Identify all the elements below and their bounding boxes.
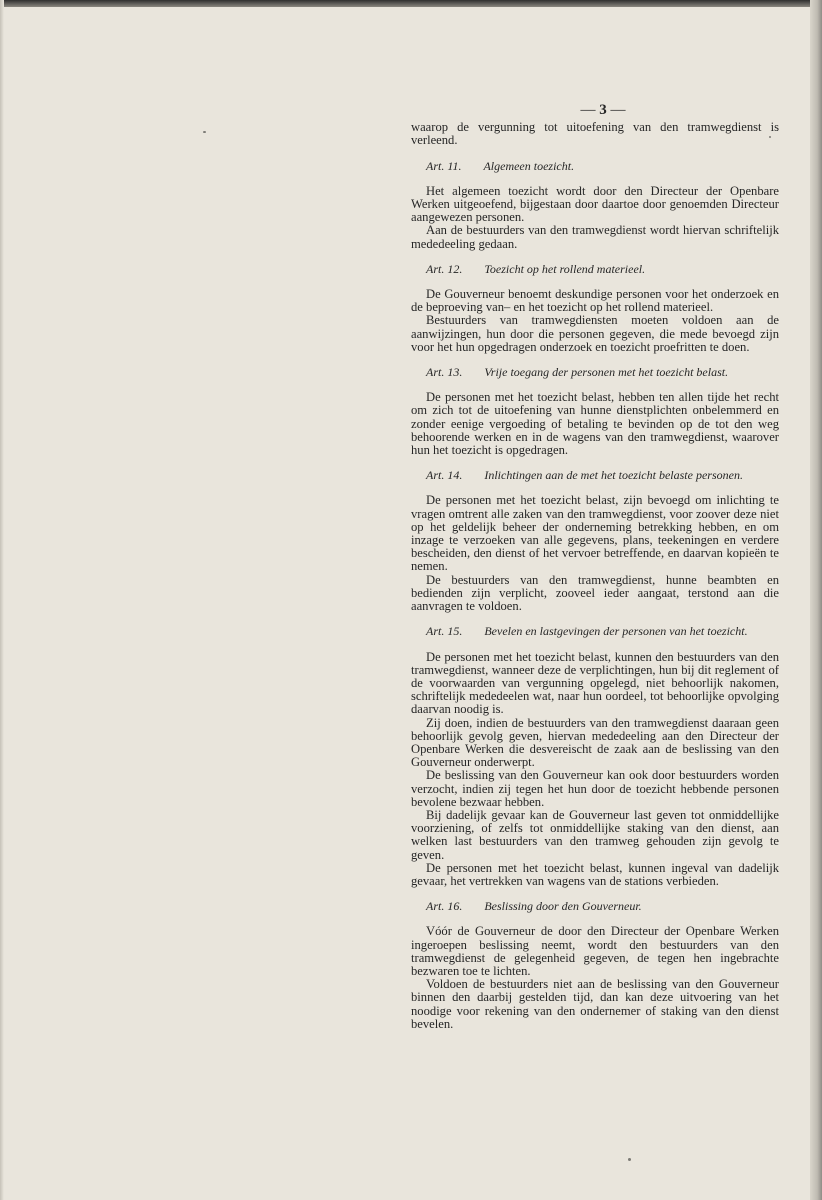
article-paragraph: Vóór de Gouverneur de door den Directeur der Openbare Werken ingeroepen beslissing neemt, wordt den bestuurders van den tramwegdienst de gelegenheid gegeven, de tegen hen ingebrachte bezwaren toe te lichten. — [411, 924, 779, 978]
article-heading — [411, 160, 779, 173]
article-title: Beslissing door den Gouverneur. — [484, 899, 642, 914]
scan-right-edge — [810, 0, 822, 1200]
article-paragraph: De beslissing van den Gouverneur kan ook door bestuurders worden verzocht, indien zij tegen het hun door de toezicht hebbende personen bevolene bezwaar hebben. — [411, 768, 779, 809]
article-paragraph: Aan de bestuurders van den tramwegdienst wordt hiervan schriftelijk mededeeling gedaan. — [411, 223, 779, 251]
scan-top-edge — [0, 0, 822, 7]
article-heading — [411, 900, 779, 913]
article-paragraph: Bij dadelijk gevaar kan de Gouverneur last geven tot onmiddellijke voorziening, of zelfs tot onmiddellijke staking van den dienst, aan welken last bestuurders van den tramweg gehouden zijn gevolg te geven. — [411, 807, 779, 862]
article-number: Art. 14. — [426, 468, 463, 483]
article-title: Bevelen en lastgevingen der personen van het toezicht. — [484, 624, 748, 639]
document-text-column — [411, 104, 779, 1031]
speck-mark — [628, 1158, 631, 1161]
page-number: — 3 — — [411, 104, 779, 117]
article-title: Algemeen toezicht. — [483, 158, 575, 173]
article-heading — [411, 263, 779, 276]
article-paragraph: De personen met het toezicht belast, kunnen ingeval van dadelijk gevaar, het vertrekken van wagens van de stations verbieden. — [411, 860, 779, 888]
article-number: Art. 12. — [426, 261, 463, 276]
article-number: Art. 15. — [426, 624, 463, 639]
article-number: Art. 11. — [426, 158, 462, 173]
article-title: Toezicht op het rollend materieel. — [484, 261, 646, 276]
article-heading — [411, 469, 779, 482]
speck-mark — [203, 131, 206, 133]
article-title: Vrije toegang der personen met het toezicht belast. — [484, 365, 729, 380]
article-paragraph: Voldoen de bestuurders niet aan de beslissing van den Gouverneur binnen den daarbij gestelden tijd, dan kan deze uitvoering van het noodige voor rekening van den ondernemer of staking van den dienst bevelen. — [411, 977, 779, 1031]
opening-paragraph: waarop de vergunning tot uitoefening van den tramwegdienst is verleend. — [411, 120, 779, 148]
article-paragraph: De bestuurders van den tramwegdienst, hunne beambten en bedienden zijn verplicht, zooveel ieder aangaat, terstond aan die aanvragen te voldoen. — [411, 572, 779, 614]
scan-left-edge — [0, 0, 4, 1200]
article-paragraph: De personen met het toezicht belast, kunnen den bestuurders van den tramwegdienst, wanneer deze de verplichtingen, hun bij dit reglement of de voorwaarden van vergunning opgelegd, niet behoorlijk nakomen, schriftelijk mededeelen wat, naar hun oordeel, tot behoorlijke opvolging daarvan noodig is. — [411, 649, 779, 717]
article-paragraph: De personen met het toezicht belast, hebben ten allen tijde het recht om zich tot de uitoefening van hunne dienstplichten onbelemmerd en zonder eenige vergoeding of betaling te bevinden op de tot den weg behoorende werken en in de wagens van den tramwegdienst, waarover hun het toezicht is opgedragen. — [411, 390, 779, 458]
article-paragraph: Zij doen, indien de bestuurders van den tramwegdienst daaraan geen behoorlijk gevolg geven, hiervan mededeeling aan den Directeur der Openbare Werken die desvereischt de zaak aan de beslissing van den Gouverneur onderwerpt. — [411, 715, 779, 770]
article-paragraph: De Gouverneur benoemt deskundige personen voor het onderzoek en de beproeving van– en het toezicht op het rollend materieel. — [411, 287, 779, 315]
article-number: Art. 13. — [426, 365, 463, 380]
article-paragraph: Bestuurders van tramwegdiensten moeten voldoen aan de aanwijzingen, hun door die personen gegeven, die mede bevoegd zijn voor het hun opgedragen onderzoek en toezicht proefritten te doen. — [411, 313, 779, 354]
article-paragraph: De personen met het toezicht belast, zijn bevoegd om inlichting te vragen omtrent alle zaken van den tramwegdienst, voor zoover deze niet op het geldelijk beheer der onderneming betrekking hebben, en om inzage te verzoeken van alle gegevens, plans, teekeningen en verdere bescheiden, den dienst of het vervoer betreffende, en daarvan kopieën te nemen. — [411, 493, 779, 574]
article-paragraph: Het algemeen toezicht wordt door den Directeur der Openbare Werken uitgeoefend, bijgestaan door daartoe door genoemden Directeur aangewezen personen. — [411, 183, 779, 225]
article-title: Inlichtingen aan de met het toezicht belaste personen. — [484, 468, 743, 483]
article-heading — [411, 366, 779, 379]
article-number: Art. 16. — [426, 899, 463, 914]
article-heading — [411, 625, 779, 638]
